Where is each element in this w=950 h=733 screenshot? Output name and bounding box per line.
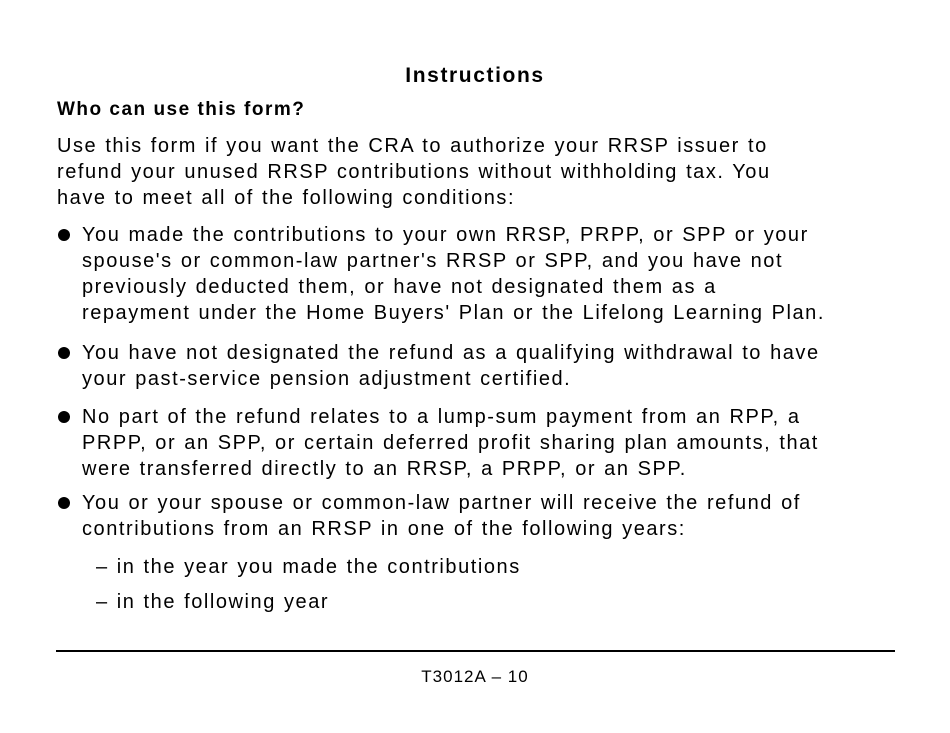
- condition-item: [57, 404, 917, 482]
- intro-line: Use this form if you want the CRA to authorize your RRSP issuer to: [57, 135, 768, 157]
- condition-line: spouse's or common-law partner's RRSP or SPP, and you have not: [82, 250, 784, 272]
- condition-line: repayment under the Home Buyers' Plan or the Lifelong Learning Plan.: [82, 302, 825, 324]
- condition-line: contributions from an RRSP in one of the following years:: [82, 518, 686, 540]
- page-footer: T3012A – 10: [421, 667, 529, 686]
- footer-divider: [56, 650, 895, 652]
- bullet-icon: [58, 411, 70, 423]
- year-option-item: – in the following year: [96, 591, 330, 613]
- intro-paragraph: [57, 133, 897, 211]
- year-option-item: – in the year you made the contributions: [96, 556, 521, 578]
- section-heading: Who can use this form?: [57, 99, 306, 120]
- condition-item: [57, 222, 917, 326]
- intro-line: have to meet all of the following conditions:: [57, 187, 516, 209]
- condition-line: No part of the refund relates to a lump-sum payment from an RPP, a: [82, 406, 801, 428]
- intro-line: refund your unused RRSP contributions without withholding tax. You: [57, 161, 771, 183]
- condition-item: [57, 340, 917, 392]
- condition-line: You or your spouse or common-law partner will receive the refund of: [82, 492, 801, 514]
- bullet-icon: [58, 347, 70, 359]
- condition-line: your past-service pension adjustment certified.: [82, 368, 572, 390]
- condition-item: [57, 490, 917, 542]
- conditions-list: [57, 222, 917, 542]
- page-title: Instructions: [405, 64, 545, 87]
- bullet-icon: [58, 229, 70, 241]
- condition-line: You made the contributions to your own RRSP, PRPP, or SPP or your: [82, 224, 809, 246]
- condition-line: were transferred directly to an RRSP, a PRPP, or an SPP.: [82, 458, 687, 480]
- condition-line: PRPP, or an SPP, or certain deferred profit sharing plan amounts, that: [82, 432, 819, 454]
- condition-line: You have not designated the refund as a qualifying withdrawal to have: [82, 342, 820, 364]
- bullet-icon: [58, 497, 70, 509]
- condition-line: previously deducted them, or have not designated them as a: [82, 276, 717, 298]
- years-sublist: [96, 554, 521, 615]
